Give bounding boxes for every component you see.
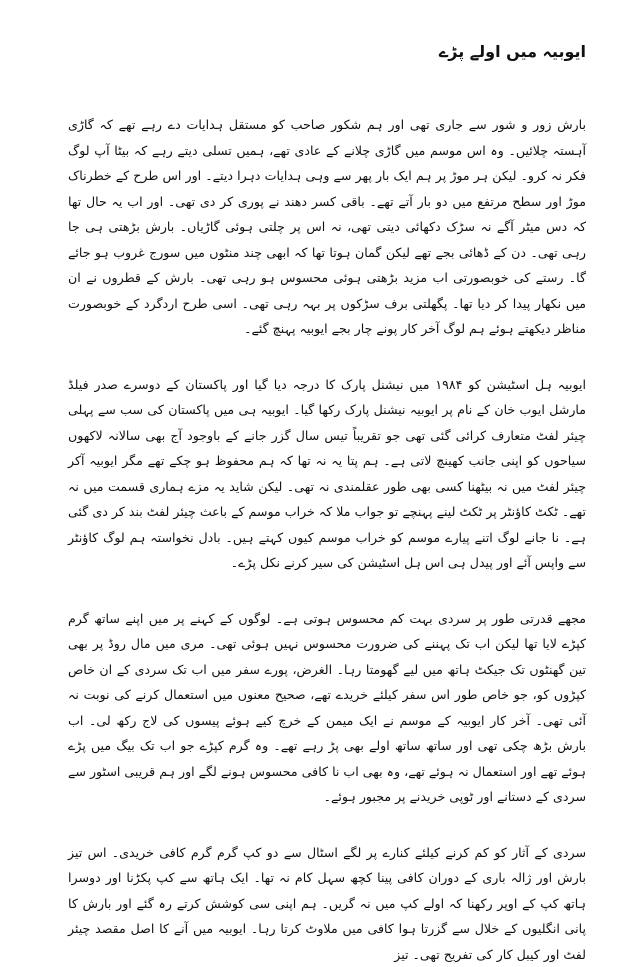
paragraph-1: بارش زور و شور سے جاری تھی اور ہم شکور صاحب کو مستقل ہدایات دے رہے تھے کہ گاڑی آہستہ چلائیں۔ وہ اس موسم میں گاڑی چلانے کے عادی تھے، ہمیں تسلی دیتے رہے کہ بیٹا آپ لوگ فکر نہ کرو۔ لیکن ہر موڑ پر ہم ایک بار پھر سے وہی ہدایات دہرا دیتے۔ اور اس طرح کے خطرناک موڑ اور سطح مرتفع میں دو بار آتے تھے۔ باقی کسر دھند نے پوری کر دی تھی۔ اور اب یہ حال تھا کہ دس میٹر آگے نہ سڑک دکھائی دیتی تھی، نہ اس پر چلتی ہوئی گاڑیاں۔ بارش بڑھتی ہی جا رہی تھی۔ دن کے ڈھائی بجے تھے لیکن گمان ہوتا تھا کہ ابھی چند منٹوں میں سورج غروب ہو جائے گا۔ رستے کی خوبصورتی اب مزید بڑھتی ہوئی محسوس ہو رہی تھی۔ بارش کے قطروں نے ان میں نکھار پیدا کر دیا تھا۔ پگھلتی برف سڑکوں پر بہہ رہی تھی۔ اسی طرح اردگرد کے خوبصورت مناظر دیکھتے ہوئے ہم لوگ آخر کار پونے چار بجے ایوبیہ پہنچ گئے۔ (68, 112, 586, 342)
page-title: ایوبیہ میں اولے پڑے (68, 40, 586, 64)
paragraph-2: ایوبیہ ہل اسٹیشن کو ۱۹۸۴ میں نیشنل پارک کا درجہ دیا گیا اور پاکستان کے دوسرے صدر فیلڈ مارشل ایوب خان کے نام پر ایوبیہ نیشنل پارک رکھا گیا۔ ایوبیہ ہی میں پاکستان کی سب سے پہلی چیئر لفٹ متعارف کرائی گئی تھی جو تقریباً تیس سال گزر جانے کے باوجود آج بھی سالانہ لاکھوں سیاحوں کو اپنی جانب کھینچ لاتی ہے۔ ہم پتا یہ نہ تھا کہ ہم محفوظ ہو چکے تھے مگر ایوبیہ آکر چیئر لفٹ میں نہ بیٹھنا کسی بھی طور عقلمندی نہ تھی۔ لیکن شاید یہ مزے ہماری قسمت میں نہ تھے۔ ٹکٹ کاؤنٹر پر ٹکٹ لینے پہنچے تو جواب ملا کہ خراب موسم کے باعث چیئر لفٹ بند کر دی گئی ہے۔ نا جانے لوگ اتنے پیارے موسم کو خراب موسم کیوں کہتے ہیں۔ بادل نخواستہ ہم لوگ کاؤنٹر سے واپس آئے اور پیدل ہی اس ہل اسٹیشن کی سیر کرنے نکل پڑے۔ (68, 372, 586, 576)
paragraph-3: مجھے قدرتی طور پر سردی بہت کم محسوس ہوتی ہے۔ لوگوں کے کہنے پر میں اپنے ساتھ گرم کپڑے لایا تھا لیکن اب تک پہننے کی ضرورت محسوس نہیں ہوئی تھی۔ مری میں مال روڈ پر بھی تین گھنٹوں تک جیکٹ ہاتھ میں لیے گھومتا رہا۔ الغرض، پورے سفر میں اب تک سردی کے ان خاص کپڑوں کو، جو خاص طور اس سفر کیلئے خریدے تھے، صحیح معنوں میں استعمال کرنے کی نوبت نہ آئی تھی۔ آخر کار ایوبیہ کے موسم نے ایک میمن کے خرچ کیے ہوئے پیسوں کی لاج رکھ لی۔ اب بارش بڑھ چکی تھی اور ساتھ ساتھ اولے بھی پڑ رہے تھے۔ وہ گرم کپڑے جو اب تک بیگ میں پڑے ہوئے تھے اور استعمال نہ ہوئے تھے، وہ بھی اب نا کافی محسوس ہونے لگے اور ہم قریبی اسٹور سے سردی کے دستانے اور ٹوپی خریدنے پر مجبور ہوئے۔ (68, 606, 586, 810)
paragraph-4: سردی کے آثار کو کم کرنے کیلئے کنارے پر لگے اسٹال سے دو کپ گرم گرم کافی خریدی۔ اس تیز بارش اور ژالہ باری کے دوران کافی پینا کچھ سہل کام نہ تھا۔ ایک ہاتھ سے کپ پکڑنا اور دوسرا ہاتھ کپ کے اوپر رکھنا کہ اولے کپ میں نہ گریں۔ ہم اپنی سی کوشش کرتے رہ گئے اور بارش کا پانی انگلیوں کے خلال سے گزرتا ہوا کافی میں ملاوٹ کرتا رہا۔ ایوبیہ میں آنے کا اصل مقصد چیئر لفٹ اور کیبل کار کی تفریح تھی۔ تیز (68, 840, 586, 967)
